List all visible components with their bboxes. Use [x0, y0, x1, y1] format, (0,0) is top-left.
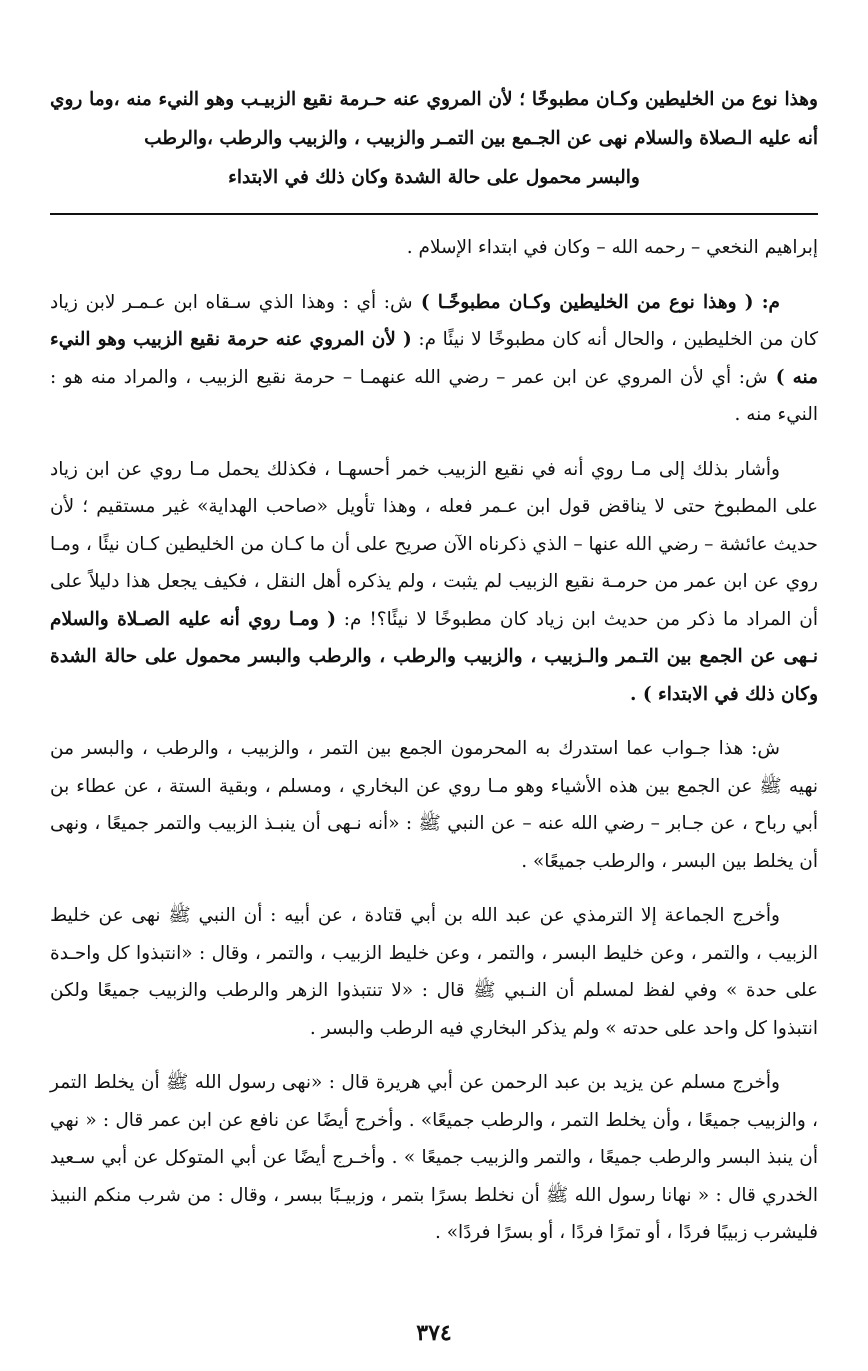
paragraph-4-text: وأخرج الجماعة إلا الترمذي عن عبد الله بن أبي قتادة ، عن أبيه : أن النبي ﷺ نهى عن خليط الزبيب ، والتمر ، وعن خليط البسر ، والتمر ، وعن خليط الزبيب ، والتمر ، وقال : «انتبذوا كل واحـدة على حدة » وفي لفظ لمسلم أن النـبي ﷺ قال : «لا تنتبذوا الزهر والرطب والزبيب جميعًا ولكن انتبذوا كل واحد على حدته » ولم يذكر البخاري فيه الرطب والبسر .: [50, 905, 818, 1039]
page-number: ٣٧٤: [416, 1320, 452, 1346]
separator-rule: [50, 213, 818, 215]
matn-quote-3: ( ومـا روي أنه عليه الصـلاة والسلام نـهى عن الجمع بين التـمر والـزبيب ، والزبيب والرطب ، والرطب والبسر محمول على حالة الشدة وكان ذلك في الابتداء ) .: [50, 608, 818, 705]
matn-line-3: والبسر محمول على حالة الشدة وكان ذلك في الابتداء: [228, 167, 640, 188]
sharh-text-3: وأشار بذلك إلى مـا روي أنه في نقيع الزبيب خمر أحسهـا ، فكذلك يحمل مـا روي عن ابن زياد على المطبوخ حتى لا يناقض قول ابن عـمر فعله ، وهذا تأويل «صاحب الهداية» غير مستقيم ؛ لأن حديث عائشة – رضي الله عنها – الذي ذكرناه الآن صريح على أن ما كـان من الخليطين كـان نيئًا ، ومـا روي عن ابن عمر من حرمـة نقيع الزبيب لم يثبت ، ولم يذكره أهل النقل ، فكيف يجعل هذا دليلاً على أن المراد ما ذكر من حديث ابن زياد كان مطبوخًا لا نيئًا؟! م:: [50, 458, 818, 630]
matn-header: [50, 80, 818, 197]
paragraph-0-text: إبراهيم النخعي – رحمه الله – وكان في ابتداء الإسلام .: [406, 237, 818, 258]
commentary-body: [50, 229, 818, 1252]
paragraph-3-text: ش: هذا جـواب عما استدرك به المحرمون الجمع بين التمر ، والزبيب ، والرطب ، والبسر من نهيه ﷺ عن الجمع بين هذه الأشياء وهو مـا روي عن البخاري ، ومسلم ، وبقية الستة ، عن عطاء بن أبي رباح ، عن جـابر – رضي الله عنه – عن النبي ﷺ : «أنه نـهى أن ينبـذ الزبيب والتمر جميعًا ، ونهى أن يخلط بين البسر ، والرطب جميعًا» .: [50, 738, 818, 872]
matn-line-1: وهذا نوع من الخليطين وكـان مطبوخًا ؛ لأن المروي عنه حـرمة نقيع الزبيـب وهو النيء منه ،وما: [89, 89, 818, 110]
sharh-text-1: ش: أي : وهذا الذي سـقاه ابن عـمـر لابن زياد كان من الخليطين ، والحال أنه كان مطبوخًا لا نيئًا م:: [50, 291, 818, 350]
paragraph-2: [50, 451, 818, 714]
paragraph-5: [50, 1064, 818, 1252]
matn-quote-2: ( لأن المروي عنه حرمة نقيع الزبيب وهو النيء منه ): [50, 329, 819, 388]
paragraph-3: [50, 730, 818, 880]
paragraph-1: [50, 284, 818, 434]
matn-line-2: روي أنه عليه الـصلاة والسلام نهى عن الجـمع بين التمـر والزبيب ، والزبيب والرطب ،والرطب: [50, 89, 818, 149]
paragraph-5-text: وأخرج مسلم عن يزيد بن عبد الرحمن عن أبي هريرة قال : «نهى رسول الله ﷺ أن يخلط التمر ، والزبيب جميعًا ، وأن يخلط التمر ، والرطب جميعًا» . وأخرج أيضًا عن نافع عن ابن عمر قال : « نهي أن ينبذ البسر والرطب جميعًا ، والتمر والزبيب جميعًا » . وأخـرج أيضًا عن أبي المتوكل عن أبي سـعيد الخدري قال : « نهانا رسول الله ﷺ أن نخلط بسرًا بتمر ، وزبيـبًا ببسر ، وقال : من شرب منكم النبيذ فليشرب زبيبًا فردًا ، أو تمرًا فردًا ، أو بسرًا فردًا» .: [50, 1072, 818, 1243]
paragraph-0: [50, 229, 818, 267]
matn-quote-1: م: ( وهذا نوع من الخليطين وكـان مطبوخًـا ): [412, 291, 781, 313]
sharh-text-2: ش: أي لأن المروي عن ابن عمر – رضي الله عنهمـا – حرمة نقيع الزبيب ، والمراد منه هو : النيء منه .: [50, 366, 818, 425]
page-content: [50, 80, 818, 1269]
paragraph-4: [50, 897, 818, 1047]
